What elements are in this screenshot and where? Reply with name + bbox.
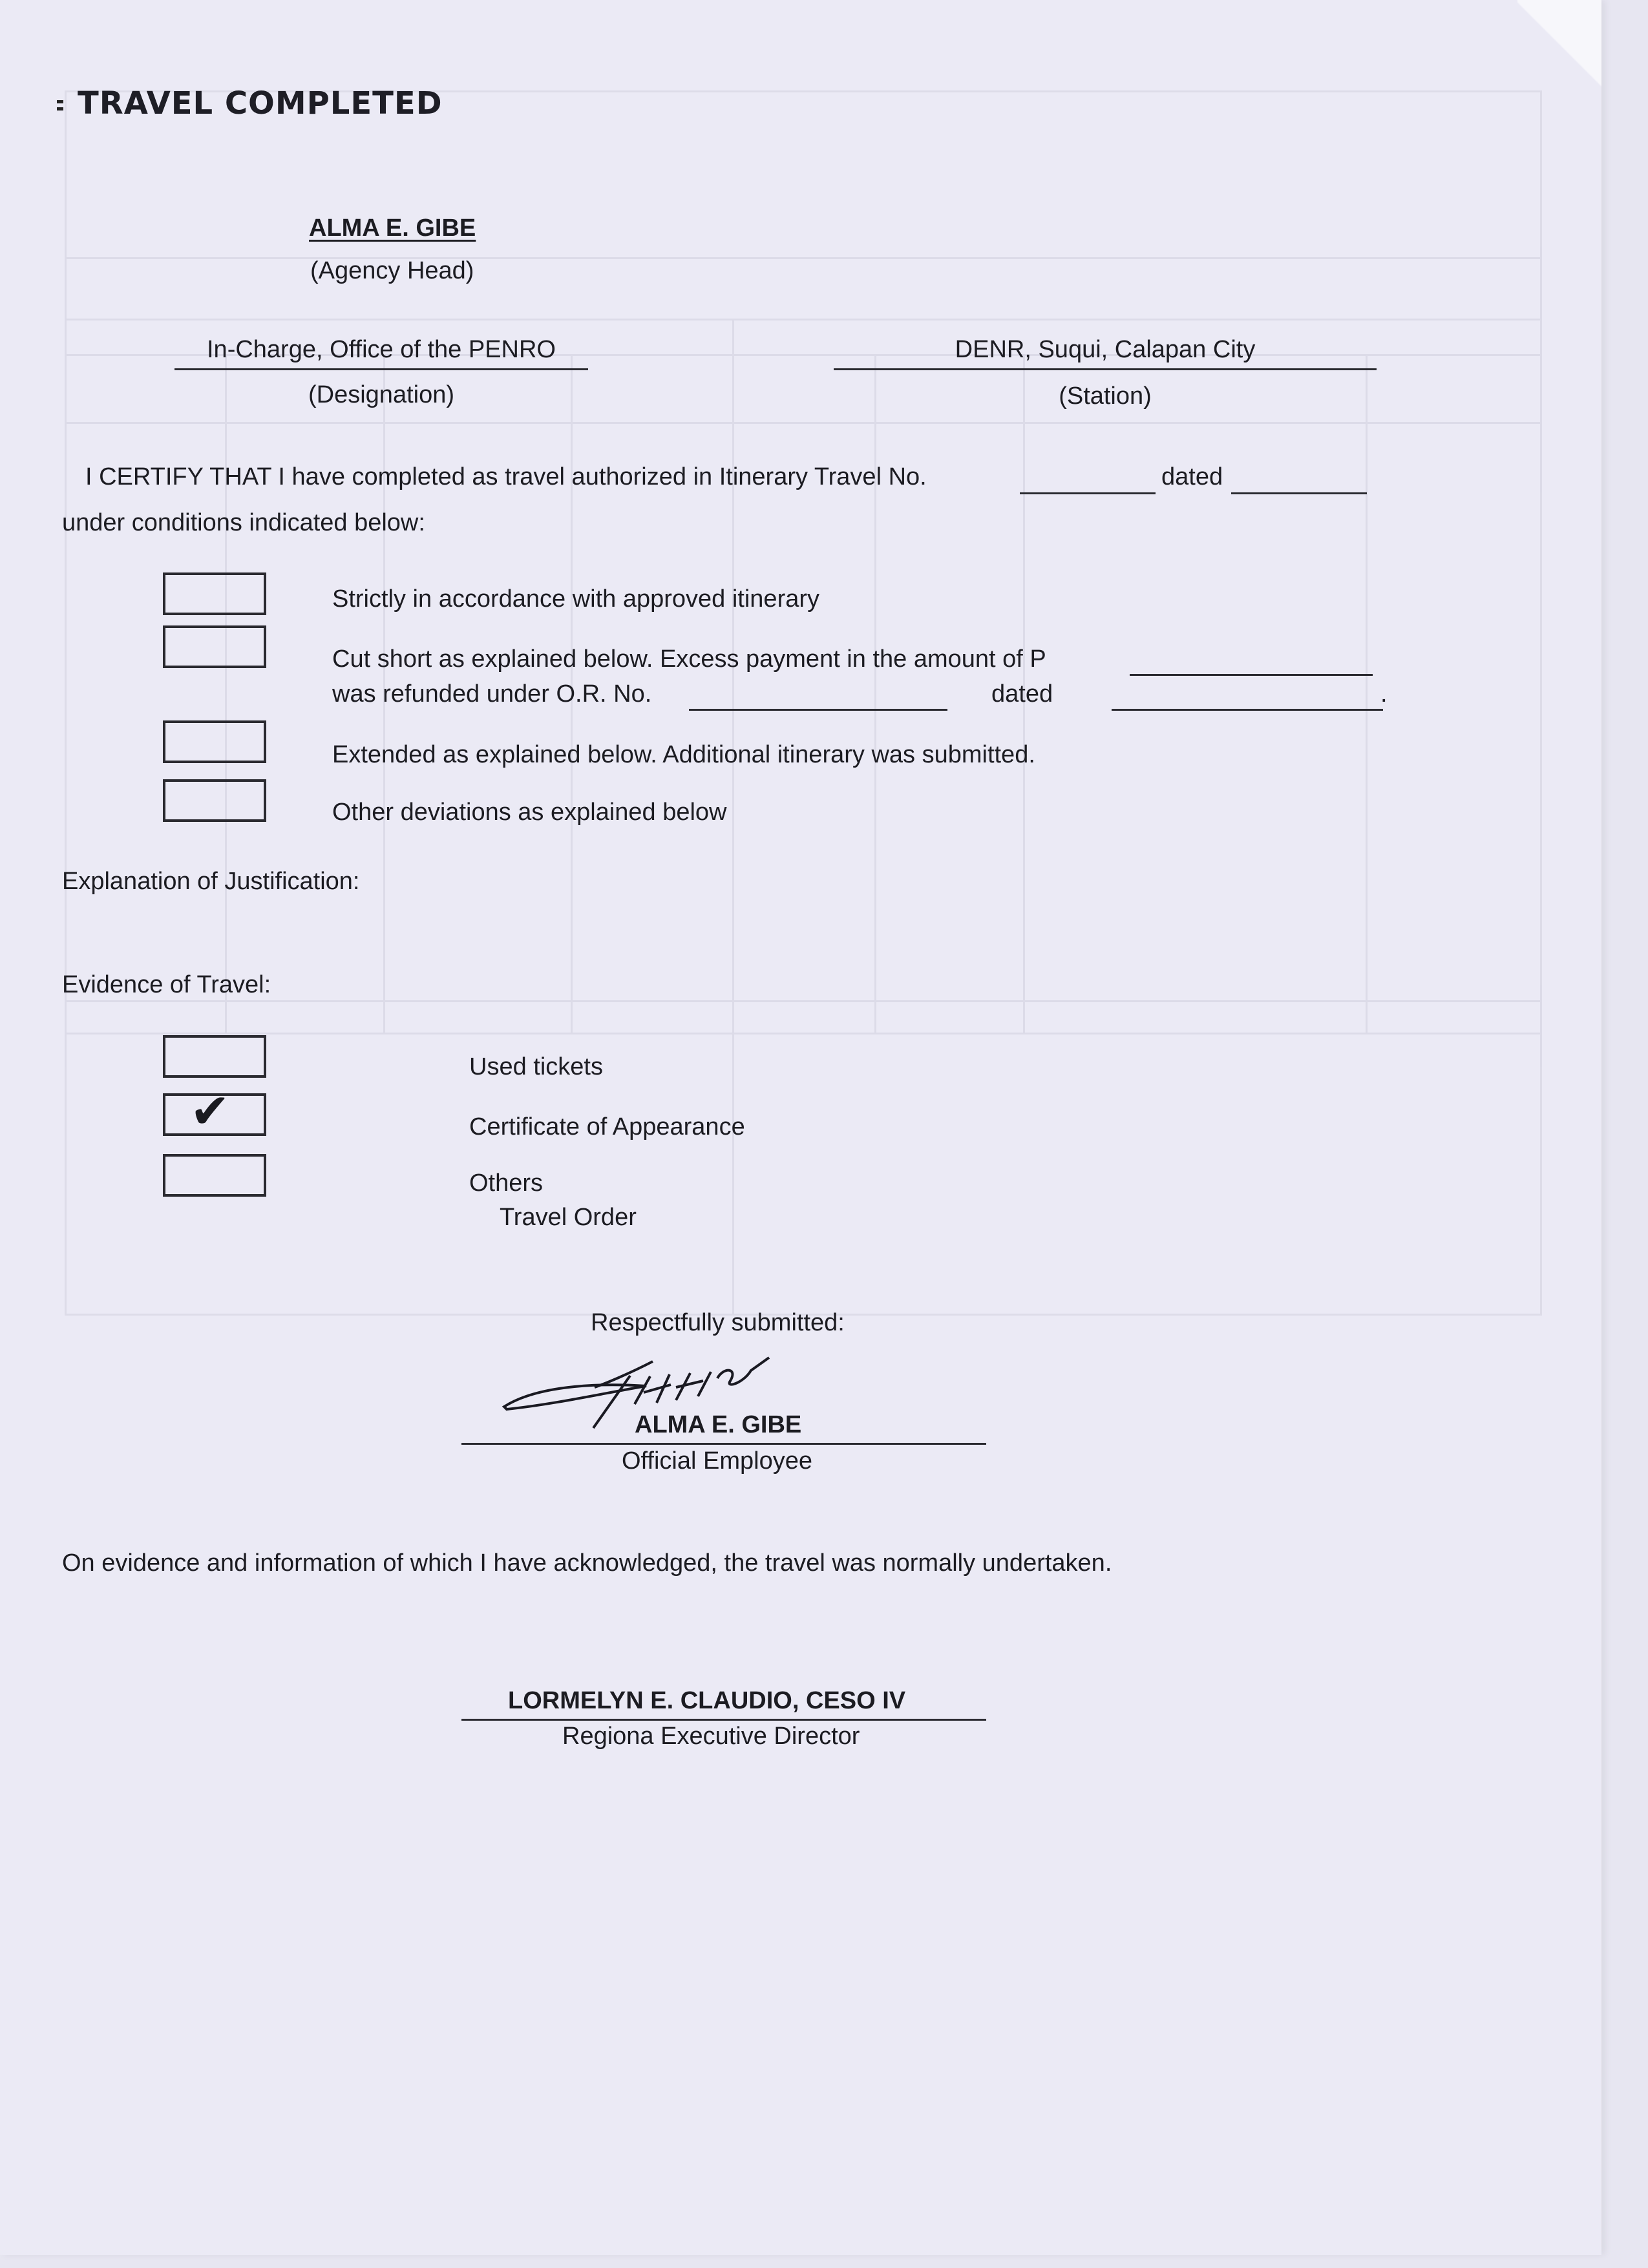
checkbox-cut-short[interactable] bbox=[163, 625, 266, 668]
agency-head-label: (Agency Head) bbox=[310, 257, 474, 284]
checkbox-other-deviations[interactable] bbox=[163, 779, 266, 822]
director-position: Regiona Executive Director bbox=[562, 1723, 860, 1750]
acknowledgement-text: On evidence and information of which I have acknowledged, the travel was normally undertaken. bbox=[62, 1549, 1112, 1577]
checkbox-strictly[interactable] bbox=[163, 572, 266, 615]
itinerary-no-line bbox=[1020, 492, 1156, 494]
refund-date-line bbox=[1112, 709, 1383, 711]
checkbox-others[interactable] bbox=[163, 1154, 266, 1197]
evidence-others-detail: Travel Order bbox=[500, 1204, 637, 1231]
designation-line bbox=[174, 368, 588, 370]
evidence-certificate-label: Certificate of Appearance bbox=[469, 1113, 745, 1140]
form-title: TRAVEL COMPLETED bbox=[57, 85, 443, 121]
condition-refunded-label: was refunded under O.R. No. bbox=[332, 680, 652, 708]
checkmark-icon: ✔ bbox=[190, 1084, 231, 1138]
submitted-position: Official Employee bbox=[622, 1447, 812, 1475]
checkbox-used-tickets[interactable] bbox=[163, 1035, 266, 1078]
certify-dated-label: dated bbox=[1161, 463, 1223, 490]
evidence-label: Evidence of Travel: bbox=[62, 971, 271, 998]
explanation-label: Explanation of Justification: bbox=[62, 868, 360, 895]
director-name: LORMELYN E. CLAUDIO, CESO IV bbox=[508, 1687, 906, 1714]
designation-label: (Designation) bbox=[308, 381, 454, 408]
title-bullet-icon bbox=[57, 100, 63, 110]
condition-refund-dated-label: dated bbox=[991, 680, 1053, 708]
evidence-used-tickets-label: Used tickets bbox=[469, 1053, 603, 1080]
condition-refund-end: . bbox=[1380, 680, 1388, 708]
condition-strictly-label: Strictly in accordance with approved itinerary bbox=[332, 585, 820, 613]
show-through-grid bbox=[65, 90, 1542, 1316]
certify-statement: I CERTIFY THAT I have completed as travel authorized in Itinerary Travel No. bbox=[85, 463, 927, 490]
evidence-others-label: Others bbox=[469, 1170, 544, 1197]
designation-value: In-Charge, Office of the PENRO bbox=[207, 336, 556, 363]
condition-extended-label: Extended as explained below. Additional itinerary was submitted. bbox=[332, 741, 1035, 768]
station-label: (Station) bbox=[1059, 383, 1152, 410]
station-value: DENR, Suqui, Calapan City bbox=[955, 336, 1256, 363]
agency-head-name: ALMA E. GIBE bbox=[309, 215, 476, 242]
checkbox-extended[interactable] bbox=[163, 720, 266, 763]
condition-other-label: Other deviations as explained below bbox=[332, 799, 727, 826]
submitted-label: Respectfully submitted: bbox=[591, 1309, 845, 1336]
or-no-line bbox=[689, 709, 947, 711]
certify-line2: under conditions indicated below: bbox=[62, 509, 425, 536]
director-signature-line bbox=[461, 1719, 986, 1721]
submitted-name: ALMA E. GIBE bbox=[635, 1411, 802, 1438]
condition-cut-short-label: Cut short as explained below. Excess payment in the amount of P bbox=[332, 646, 1046, 673]
submitted-signature-line bbox=[461, 1443, 986, 1445]
certify-date-line bbox=[1231, 492, 1367, 494]
station-line bbox=[834, 368, 1377, 370]
excess-amount-line bbox=[1130, 674, 1373, 676]
